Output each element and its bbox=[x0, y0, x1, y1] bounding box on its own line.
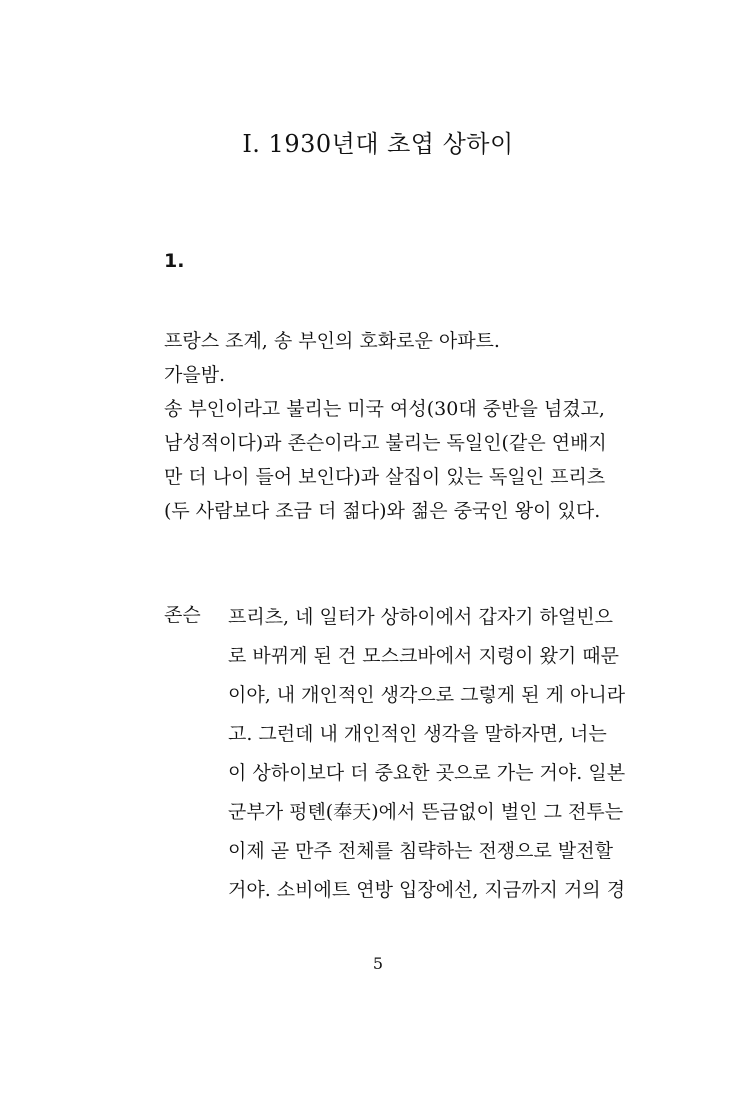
speech-line: 이 상하이보다 더 중요한 곳으로 가는 거야. 일본 bbox=[228, 762, 626, 784]
page-number: 5 bbox=[372, 954, 384, 973]
speaker-name: 존슨 bbox=[164, 604, 201, 626]
stage-direction-line: (두 사람보다 조금 더 젊다)와 젊은 중국인 왕이 있다. bbox=[164, 500, 601, 522]
speech-line: 이제 곧 만주 전체를 침략하는 전쟁으로 발전할 bbox=[228, 840, 613, 862]
speech-line: 군부가 펑톈(奉天)에서 뜬금없이 벌인 그 전투는 bbox=[228, 801, 624, 823]
stage-direction-line: 프랑스 조계, 송 부인의 호화로운 아파트. bbox=[164, 330, 500, 352]
speech-line: 거야. 소비에트 연방 입장에선, 지금까지 거의 경 bbox=[228, 879, 626, 901]
stage-direction-line: 만 더 나이 들어 보인다)과 살집이 있는 독일인 프리츠 bbox=[164, 466, 606, 488]
stage-direction-line: 남성적이다)과 존슨이라고 불리는 독일인(같은 연배지 bbox=[164, 432, 607, 454]
speech-line: 고. 그런데 내 개인적인 생각을 말하자면, 너는 bbox=[228, 723, 607, 745]
speech-text bbox=[228, 598, 638, 910]
speech-line: 이야, 내 개인적인 생각으로 그렇게 된 게 아니라 bbox=[228, 684, 626, 706]
chapter-title: I. 1930년대 초엽 상하이 bbox=[242, 130, 514, 158]
scene-number: 1. bbox=[164, 250, 185, 272]
stage-direction bbox=[164, 324, 614, 528]
speech-line: 로 바뀌게 된 건 모스크바에서 지령이 왔기 때문 bbox=[228, 645, 620, 667]
speech-line: 프리츠, 네 일터가 상하이에서 갑자기 하얼빈으 bbox=[228, 606, 613, 628]
stage-direction-line: 송 부인이라고 불리는 미국 여성(30대 중반을 넘겼고, bbox=[164, 398, 605, 420]
stage-direction-line: 가을밤. bbox=[164, 364, 226, 386]
